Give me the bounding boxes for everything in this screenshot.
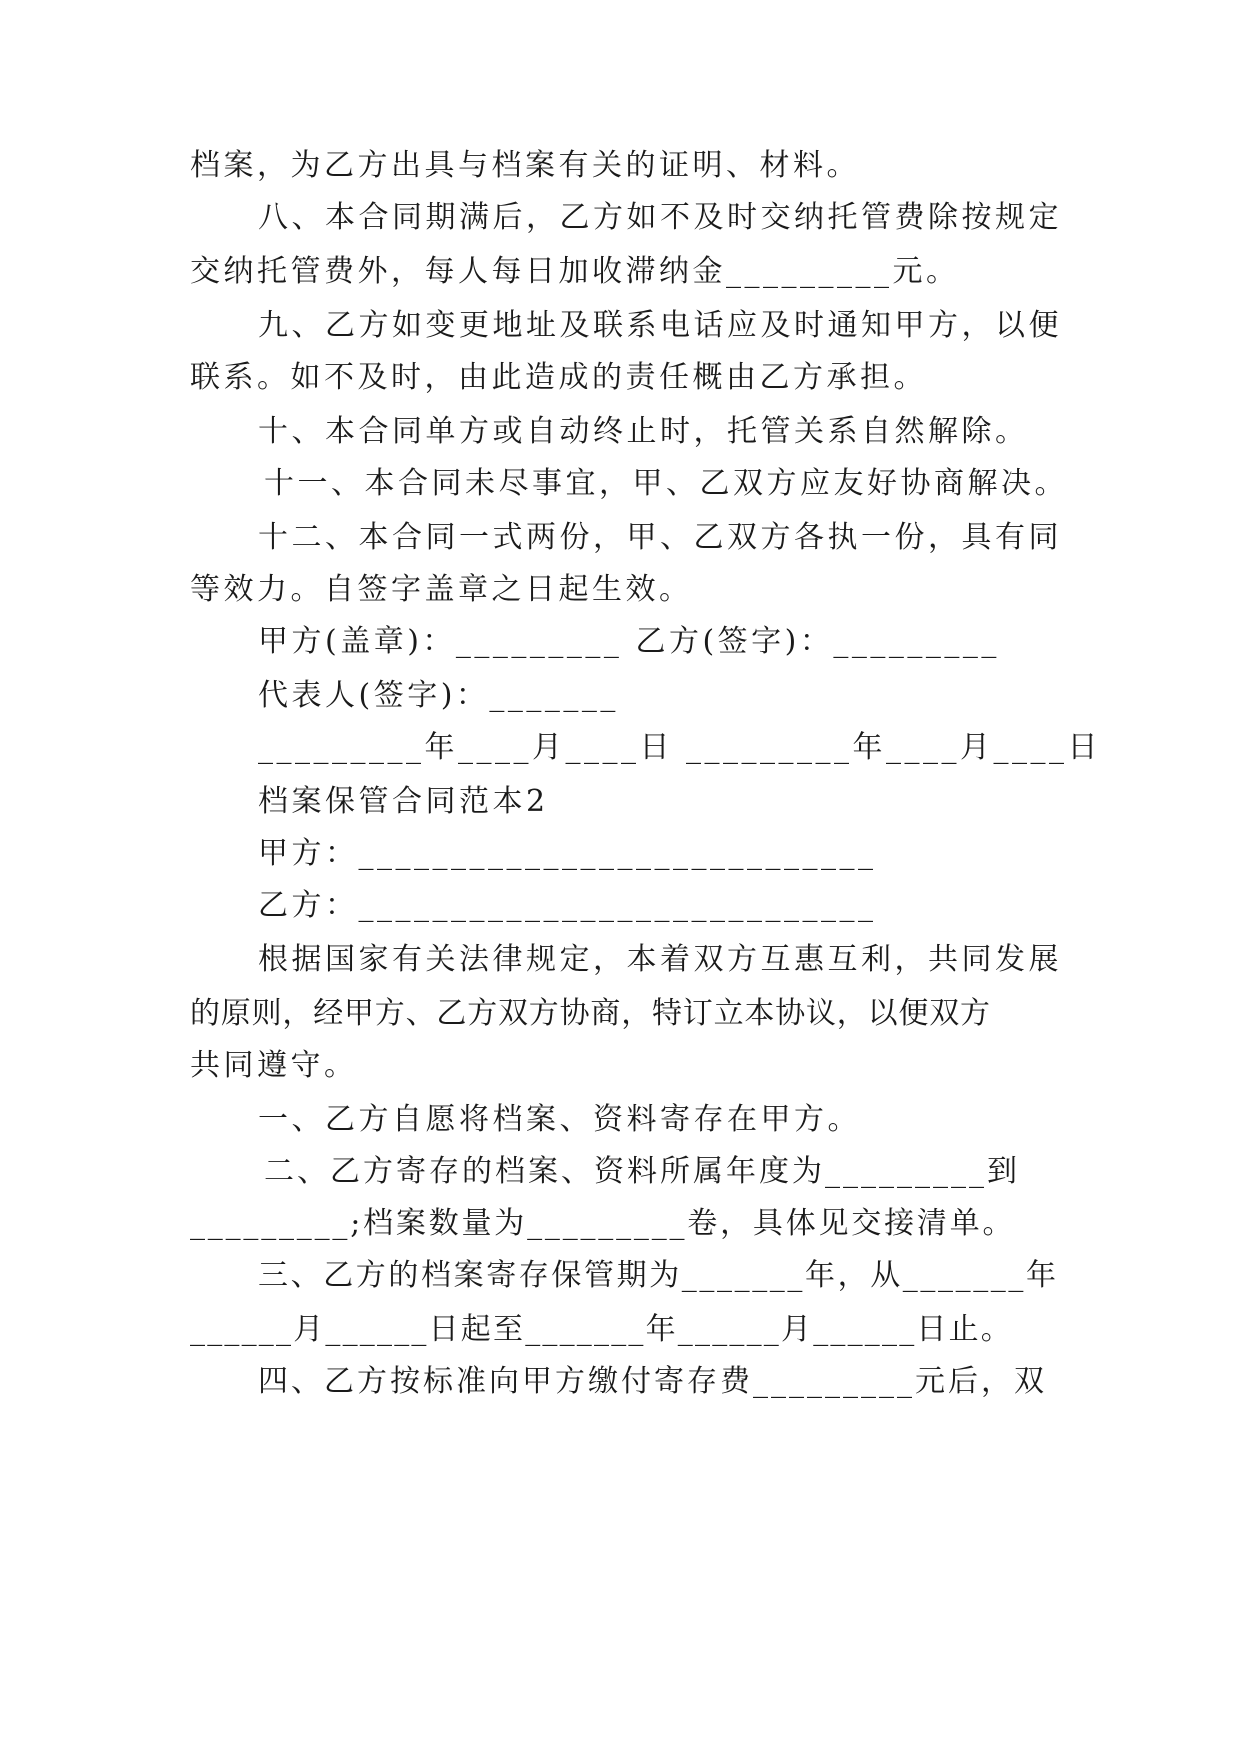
section-title-contract-sample-2: 档案保管合同范本2: [258, 784, 549, 819]
preamble-line-3: 共同遵守。: [190, 1048, 358, 1083]
clause-9-line-1: 九、乙方如变更地址及联系电话应及时通知甲方，以便: [258, 308, 1062, 343]
clause-12-line-2: 等效力。自签字盖章之日起生效。: [190, 572, 693, 607]
party-b-line: 乙方：____________________________: [258, 888, 877, 923]
signature-party-line: 甲方(盖章)：_________ 乙方(签字)：_________: [258, 624, 1000, 659]
article-2-line-1: 二、乙方寄存的档案、资料所属年度为_________到: [264, 1154, 1020, 1189]
article-3-line-2: ______月______日起至_______年______月______日止。: [190, 1312, 1013, 1347]
clause-10: 十、本合同单方或自动终止时，托管关系自然解除。: [258, 414, 1029, 449]
article-4-line-1: 四、乙方按标准向甲方缴付寄存费_________元后，双: [258, 1364, 1047, 1399]
preamble-line-1: 根据国家有关法律规定，本着双方互惠互利，共同发展: [258, 942, 1062, 977]
article-1: 一、乙方自愿将档案、资料寄存在甲方。: [258, 1102, 861, 1137]
clause-12-line-1: 十二、本合同一式两份，甲、乙双方各执一份，具有同: [258, 520, 1062, 555]
preamble-line-2: 的原则，经甲方、乙方双方协商，特订立本协议，以便双方: [190, 996, 991, 1031]
clause-9-line-2: 联系。如不及时，由此造成的责任概由乙方承担。: [190, 360, 927, 395]
article-2-line-2: _________;档案数量为_________卷，具体见交接清单。: [190, 1206, 1016, 1241]
clause-8-line-1: 八、本合同期满后，乙方如不及时交纳托管费除按规定: [258, 200, 1062, 235]
date-line: _________年____月____日 _________年____月____日: [258, 730, 1102, 765]
article-3-line-1: 三、乙方的档案寄存保管期为_______年，从_______年: [258, 1258, 1059, 1293]
text-line-archives-certificate: 档案，为乙方出具与档案有关的证明、材料。: [190, 148, 860, 183]
representative-signature-line: 代表人(签字)：_______: [258, 678, 619, 713]
clause-8-line-2: 交纳托管费外，每人每日加收滞纳金_________元。: [190, 254, 960, 289]
clause-11: 十一、本合同未尽事宜，甲、乙双方应友好协商解决。: [264, 466, 1068, 501]
party-a-line: 甲方：____________________________: [258, 836, 877, 871]
